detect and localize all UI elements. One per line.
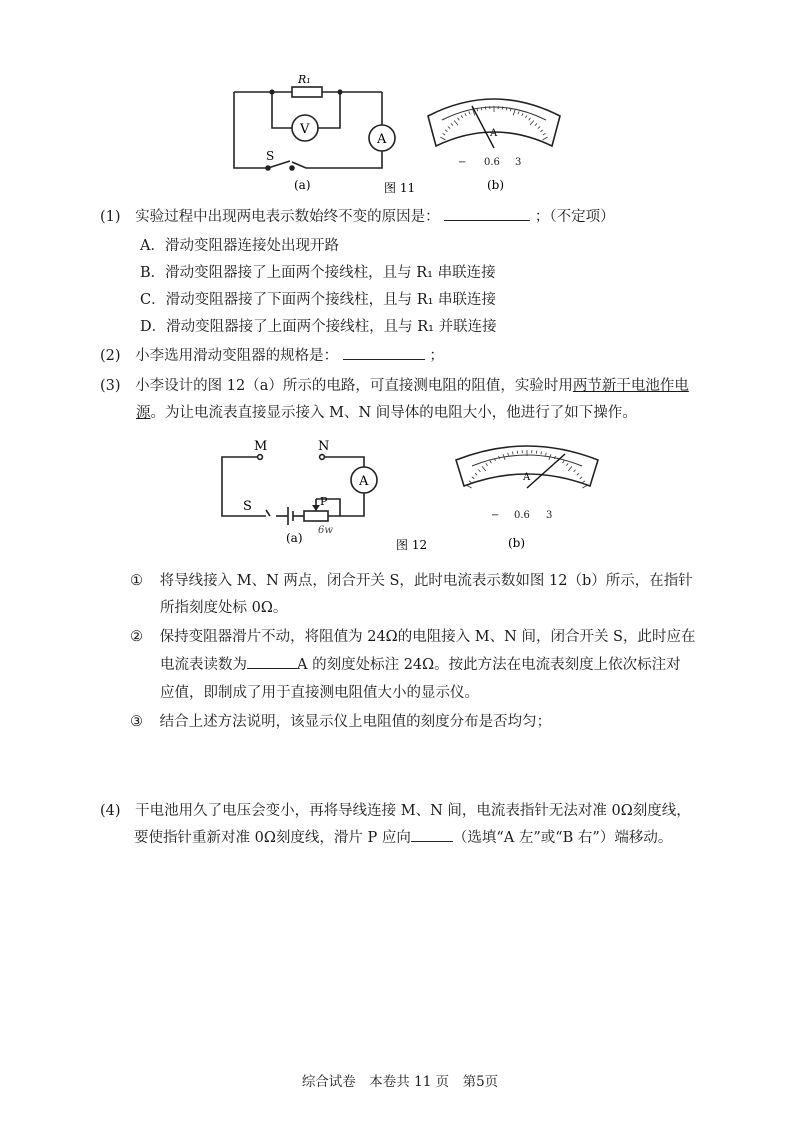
underlined-text: 两节新干电池作电 [572, 378, 689, 394]
step-2-line-3: 应值，即制成了用于直接测电阻值大小的显示仪。 [160, 685, 479, 701]
terminal-m-label: M [254, 439, 268, 454]
question-number: (2) [100, 348, 121, 364]
answer-blank[interactable] [247, 668, 297, 669]
terminal-label: 3 [515, 157, 522, 168]
dial-tick [466, 485, 471, 488]
question-number: (3) [100, 378, 121, 394]
question-4-line-1 [100, 801, 691, 821]
terminal-label: 3 [546, 510, 553, 521]
step-text: 结合上述方法说明，该显示仪上电阻值的刻度分布是否均匀； [159, 714, 552, 730]
fig11-label-a: (a) [294, 178, 311, 192]
switch-label: S [266, 149, 275, 163]
slider-label: P [320, 495, 328, 508]
switch-label: S [243, 499, 252, 514]
question-text: （选填“A 左”或“B 右”）端移动。 [452, 830, 673, 846]
question-text: 小李设计的图 12（a）所示的电路，可直接测电阻的阻值，实验时用 [135, 378, 573, 394]
meter-unit-label: A [523, 472, 531, 483]
step-text: 电流表读数为 [160, 657, 247, 673]
fig11-caption: 图 11 [384, 181, 416, 195]
question-suffix: ； [429, 348, 444, 364]
fig12-label-a: (a) [286, 531, 303, 545]
fig11-label-b: (b) [487, 178, 505, 192]
step-marker: ③ [130, 714, 143, 730]
step-text: A 的刻度处标注 24Ω。按此方法在电流表刻度上依次标注对 [297, 657, 681, 673]
step-2-line-1 [130, 627, 695, 647]
terminal-label: − [458, 157, 467, 168]
step-marker: ① [130, 573, 143, 589]
ammeter-label: A [377, 132, 387, 147]
meter-unit-label: A [490, 128, 498, 139]
question-number: (4) [100, 803, 121, 819]
step-marker: ② [130, 629, 143, 645]
option-a: A．滑动变阻器连接处出现开路 [140, 238, 339, 254]
question-text: 要使指针重新对准 0Ω刻度线，滑片 P 应向 [134, 830, 411, 846]
voltmeter-label: V [300, 122, 310, 137]
step-text: 将导线接入 M、N 两点，闭合开关 S，此时电流表示数如图 12（b）所示，在指针 [159, 573, 693, 589]
dial-tick [582, 485, 587, 488]
step-3-line-1 [130, 712, 551, 732]
question-suffix: ；（不定项） [534, 209, 615, 225]
question-text: 干电池用久了电压会变小，再将导线连接 M、N 间，电流表指针无法对准 0Ω刻度线， [135, 803, 691, 819]
circuit-12a [0, 0, 800, 560]
step-2-line-2 [160, 655, 681, 675]
fig12-caption: 图 12 [396, 538, 428, 552]
question-4-line-2 [134, 828, 672, 848]
question-number: (1) [100, 209, 121, 225]
terminal-label: − [491, 510, 500, 521]
step-1-line-1 [130, 571, 693, 591]
handwritten-note: 6w [318, 525, 333, 536]
r1-label: R₁ [298, 73, 311, 86]
ammeter-dial-12b [452, 442, 602, 502]
fig12-label-b: (b) [508, 536, 526, 550]
option-c: C．滑动变阻器接了下面两个接线柱，且与 R₁ 串联连接 [140, 292, 497, 308]
terminal-label: 0.6 [484, 157, 500, 168]
terminal-label: 0.6 [514, 510, 530, 521]
terminal-n-label: N [318, 439, 330, 454]
question-prompt: 实验过程中出现两电表示数始终不变的原因是： [135, 209, 440, 225]
question-text: 。为让电流表直接显示接入 M、N 间导体的电阻大小，他进行了如下操作。 [150, 405, 637, 421]
page-footer: 综合试卷 本卷共 11 页 第5页 [301, 1074, 499, 1090]
option-b: B．滑动变阻器接了上面两个接线柱，且与 R₁ 串联连接 [140, 265, 496, 281]
answer-blank[interactable] [411, 841, 453, 842]
option-d: D．滑动变阻器接了上面两个接线柱，且与 R₁ 并联连接 [140, 319, 497, 335]
underlined-text: 源 [136, 405, 151, 421]
step-text: 保持变阻器滑片不动，将阻值为 24Ω的电阻接入 M、N 间，闭合开关 S，此时应在 [159, 629, 696, 645]
step-1-line-2: 所指刻度处标 0Ω。 [160, 600, 288, 616]
question-prompt: 小李选用滑动变阻器的规格是： [135, 348, 339, 364]
ammeter-label: A [359, 474, 369, 489]
